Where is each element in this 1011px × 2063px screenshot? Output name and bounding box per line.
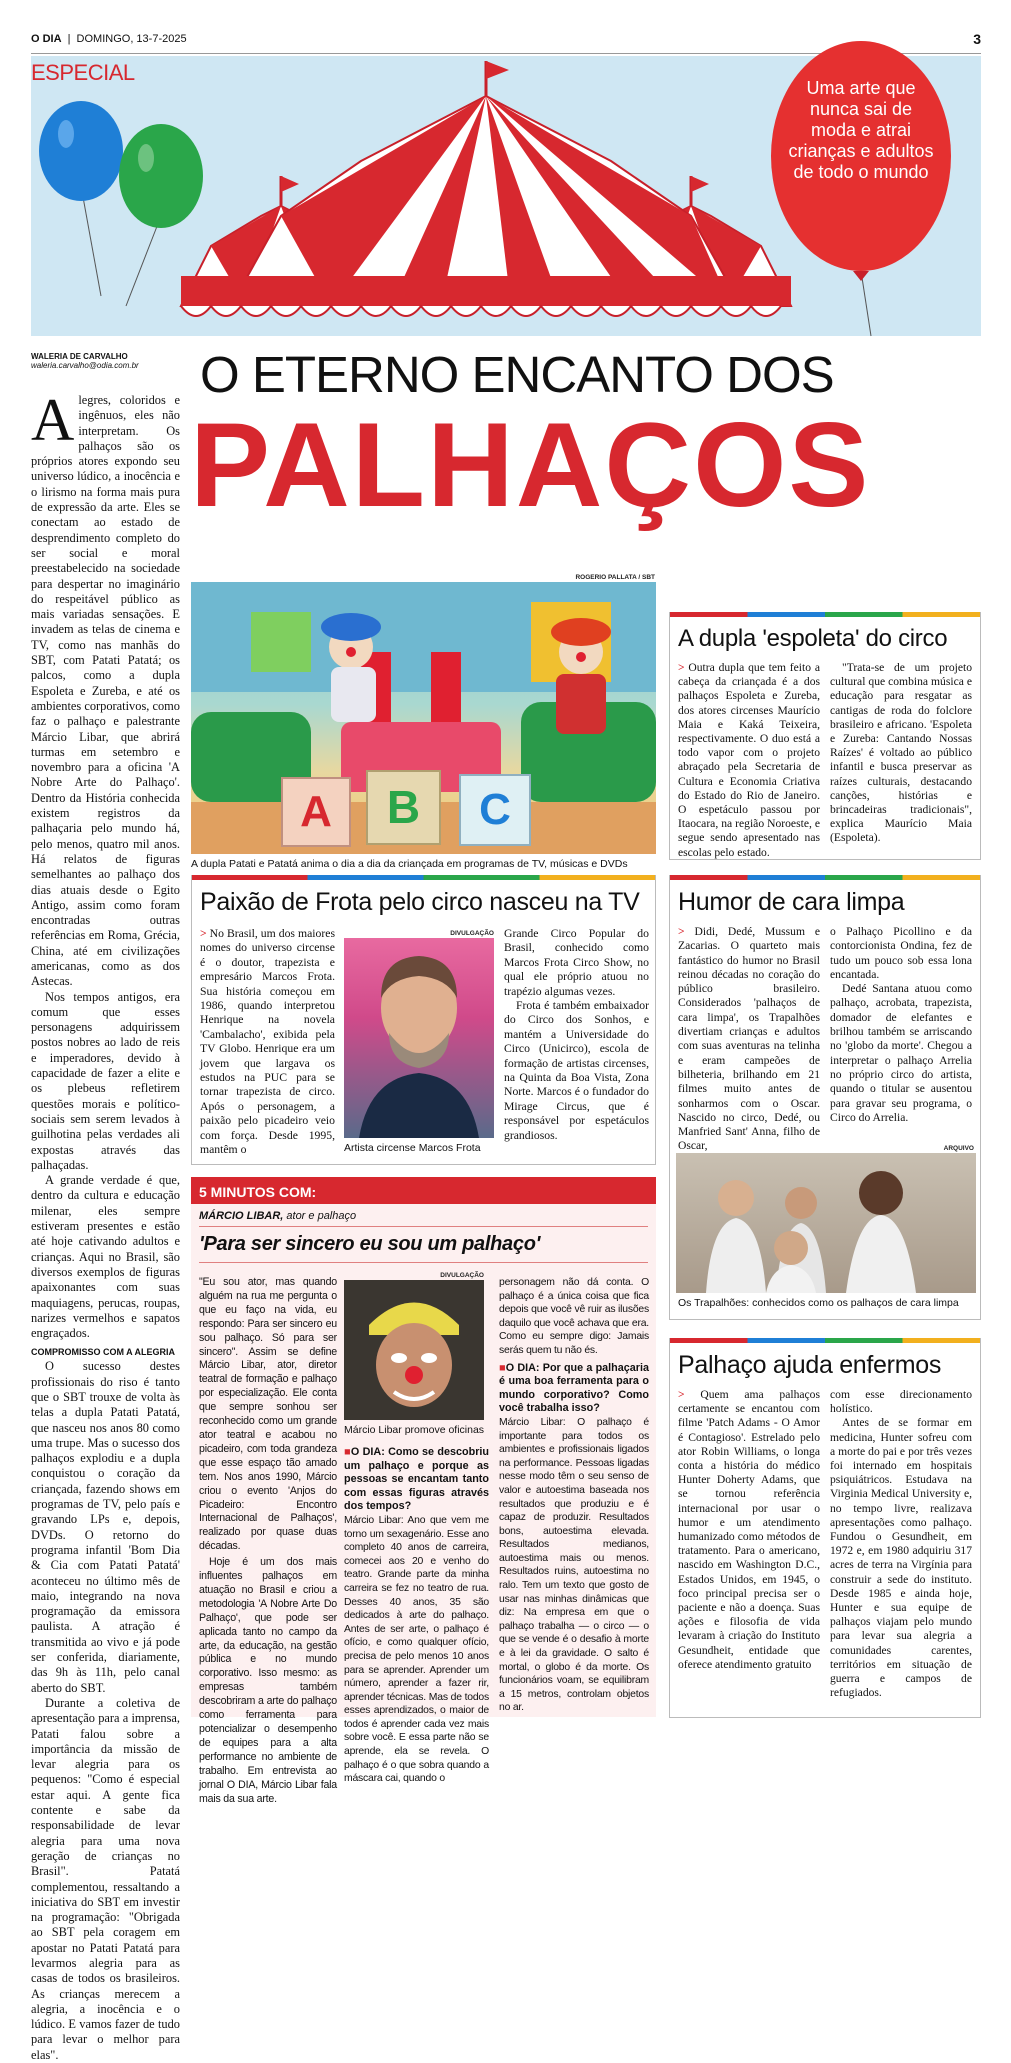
main-photo	[191, 582, 656, 854]
espoleta-col2: "Trata-se de um projeto cultural que combina música e educação para resgatar as cantigas de roda do folclore brasileiro e africano. 'Espoleta e Zureba: Cantando Nossas Raízes' é voltado ao público infantil e busca preservar as raízes culturais, destacando canções, histórias e brincadeiras tradicionais", explica Maurício Maia (Espoleta).	[830, 661, 972, 845]
frota-col2-paragraph-1: Grande Circo Popular do Brasil, conhecido como Marcos Frota Circo Show, no qual ele próprio atuou no trapézio algumas vezes.	[504, 927, 649, 998]
brand: O DIA	[31, 33, 62, 45]
arrow-icon: >	[678, 1388, 701, 1401]
dropcap: A	[31, 387, 75, 453]
frota-col2	[504, 927, 649, 1143]
group-photo-illustration	[676, 1153, 976, 1293]
enfermos-title: Palhaço ajuda enfermos	[678, 1351, 942, 1379]
main-paragraph-1-text: legres, coloridos e ingênuos, eles não interpretam. Os palhaços são os próprios atores expondo seu universo lúdico, a inocência e o lirismo na forma mais pura de expressão da arte. Eles se conectam ao estado de desprendimento completo do ser social e moral preestabelecido na sociedade para despertar no imaginário do respeitável público as mais variadas sensações. E invadem as telas de cinema e TV, como nas manhãs do SBT, com Patati Patatá; os palcos, como a dupla Espoleta e Zureba, e até os ambientes corporativos, como faz o palhaço e palestrante Márcio Libar, que abrirá turmas em setembro e novembro para a oficina 'A Nobre Arte do Palhaço'. Dentro da História conhecida existem registros da palhaçaria pelo mundo há, pelo menos, quatro mil anos. Há relatos de figuras semelhantes ao palhaço dos dias atuais desde o Egito Antigo, assim como foram encontradas outras referências em Roma, Grécia, China, até em civilizações americanas, como as dos Astecas.	[31, 393, 180, 989]
interview-answer-2: Márcio Libar: O palhaço é importante para todos os ambientes e profissionais ligados na performance. Pessoas ligadas nesse modo têm o seu senso de valor e autoestima baseada nos resultados que produziu e é capaz de produzir. Resultados bons, autoestima elevada. Resultados medianos, autoestima mais ou menos. Resultados ruins, autoestima no ralo. Tem um texto que gosto de usar nas minhas dinâmicas que diz: Na empresa em que o palhaço trabalha — o circo — o que se vende é o desafio à morte e à lei da gravidade. O salto é mortal, o globo é da morte. Os funcionários voam, se equilibram a 15 metros, controlam objetos no ar.	[499, 1416, 649, 1714]
enfermos-col2-paragraph-2: Antes de se formar em medicina, Hunter sofreu com a morte do pai e por três vezes foi internado em hospitais psiquiátricos. Estudava na Virginia Medical University e, no tempo livre, realizava apresentações como palhaço. Fundou o Gesundheit, em 1972 e, em 1980 adquiriu 317 acres de terra na Virgínia para construir a sede do instituto. Desde 1985 e ainda hoje, Hunter e sua equipe de palhaços viajam pelo mundo para levar sua alegria a comunidades carentes, territórios em situação de guerra e campos de refugiados.	[830, 1416, 972, 1700]
interview-label: 5 MINUTOS COM:	[191, 1180, 656, 1204]
interview-role: ator e palhaço	[286, 1210, 357, 1222]
humor-columns	[670, 917, 980, 1154]
frota-col1-paragraph	[200, 927, 335, 1158]
interview-caption: Márcio Libar promove oficinas	[344, 1424, 485, 1436]
interview-answer-1: Márcio Libar: Ano que vem me torno um sexagenário. Esse ano completo 40 anos de carreira, comecei aos 20 e venho do teatro. Grande parte da minha carreira se fez no teatro de rua. Desses 40 anos, 35 são dedicados à arte do palhaço. Antes de ser arte, o palhaço é ofício, e como qualquer ofício, precisa de pelo menos 10 anos para se aprender. Aprender um número, aprender a fazer rir, aprender técnicas. Mas de todos esses aprendizados, o maior de todos é aprender cada vez mais sobre você. E essa parte não se aprende, ela se revela. O palhaço é o que sobra quando a máscara cai, quando o	[344, 1514, 489, 1785]
toy-block-c: C	[459, 774, 531, 846]
enfermos-col1	[678, 1388, 820, 1700]
humor-col1	[678, 925, 820, 1154]
byline-email: waleria.carvalho@odia.com.br	[31, 361, 139, 370]
balloon-text: Uma arte que nunca sai de moda e atrai crianças e adultos de todo o mundo	[788, 78, 934, 182]
circus-banner	[31, 56, 981, 336]
humor-photo	[676, 1153, 976, 1293]
interview-rule-2	[199, 1262, 648, 1263]
interview-photo-credit: DIVULGAÇÃO	[440, 1272, 484, 1279]
interview-col1-paragraph-2: Hoje é um dos mais influentes palhaços em atuação no Brasil e criou a metodologia 'A Nobre Arte Do Palhaço', que pode ser aplicada tanto no campo da arte, da educação, na gestão pública e no mundo corporativo. Isso mesmo: as empresas também descobriram a arte do palhaço como ferramenta para potencializar o desempenho de equipes para a alta performance no ambiente de trabalho. Em entrevista ao jornal O DIA, Márcio Libar fala mais da sua arte.	[199, 1556, 337, 1805]
humor-col2	[830, 925, 972, 1154]
byline-author: WALERIA DE CARVALHO	[31, 352, 128, 361]
humor-caption: Os Trapalhões: conhecidos como os palhaços de cara limpa	[678, 1297, 959, 1309]
arrow-icon: >	[200, 927, 210, 940]
headline-line1: O ETERNO ENCANTO DOS	[200, 346, 834, 403]
humor-photo-credit: ARQUIVO	[943, 1145, 974, 1152]
main-paragraph-1	[31, 387, 180, 990]
portrait-illustration	[344, 938, 494, 1138]
page-number: 3	[973, 31, 981, 47]
arrow-icon: >	[678, 925, 695, 938]
interview-question-2-text: O DIA: Por que a palhaçaria é uma boa ferramenta para o mundo corporativo? Como você trabalha isso?	[499, 1361, 649, 1415]
espoleta-col1-text: Outra dupla que tem feito a cabeça da criançada é a dos palhaços Espoleta e Zureba, dos atores circenses Maurício Maia e Kaká Teixeira, respectivamente. O duo está a todo vapor com o projeto abraçado pela Secretaria de Cultura e Economia Criativa do Estado do Rio de Janeiro. O espetáculo passou por Itaocara, na região Noroeste, e segue sendo apresentado nas escolas pelo estado.	[678, 661, 820, 859]
headline-line2: PALHAÇOS	[190, 398, 871, 532]
enfermos-col1-text: Quem ama palhaços certamente se encantou com filme 'Patch Adams - O Amor é Contagioso'. Estrelado pelo ator Robin Williams, o longa conta a história do médico Hunter Doherty Adams, que se tornou referência internacional por usar o humor e um atendimento humanizado como métodos de tratamento. Para o americano, nascido em Washington D.C., Estados Unidos, em 1945, o foco principal precisa ser o paciente e não a doença. Suas ações e filosofia de vida levaram à criação do Instituto Gesundheit, entidade que oferece atendimento gratuito	[678, 1388, 820, 1671]
frota-col1-text: No Brasil, um dos maiores nomes do universo circense é o doutor, trapezista e empresário Marcos Frota. Sua história começou em 1986, quando interpretou Henrique na novela 'Cambalacho', exibida pela TV Globo. Henrique era um jovem que largava os estudos na PUC para se tornar trapezista de circo. Após o personagem, a paixão pelo picadeiro veio com força. Desde 1995, mantêm o	[200, 927, 335, 1157]
frota-caption: Artista circense Marcos Frota	[344, 1142, 481, 1154]
interview-col1	[199, 1276, 337, 1806]
interview-quote: 'Para ser sincero eu sou um palhaço'	[199, 1233, 541, 1255]
main-paragraph-5: Durante a coletiva de apresentação para a imprensa, Patati falou sobre a importância da missão de levar alegria para os pequenos: "Como é especial estar aqui. A gente fica contente e sabe da responsabilidade de levar alegria para uma nova geração de crianças no Brasil". Patatá complementou, ressaltando a iniciativa do SBT em investir na programação: "Obrigada ao SBT pela coragem em apostar no Patati Patatá para levarmos alegria para as casas de todos os brasileiros. As crianças merecem a alegria, a inocência e o lúdico. E vamos fazer de tudo para levar o melhor para elas".	[31, 1695, 180, 2062]
espoleta-col1	[678, 661, 820, 860]
espoleta-title: A dupla 'espoleta' do circo	[678, 625, 948, 652]
main-paragraph-2: Nos tempos antigos, era comum que esses personagens adquirissem postos nobres ao lado de reis e imperadores, devido à capacidade de fazer a elite e os plebeus refletirem questões morais e político-sociais sem serem levados à guilhotina pelas verdades ali expostas através das palhaçadas.	[31, 989, 180, 1172]
espoleta-box	[669, 612, 981, 860]
interview-name: MÁRCIO LIBAR,	[199, 1210, 284, 1222]
toy-block-b: B	[366, 770, 441, 845]
section-label: ESPECIAL	[31, 60, 135, 85]
interview-answer-1-cont: personagem não dá conta. O palhaço é a única coisa que fica depois que você vê ruir as ilusões daquilo que você achava que era. Como eu sempre digo: Jamais serás quem tu não és.	[499, 1277, 649, 1356]
humor-col2-paragraph-1: o Palhaço Picollino e da contorcionista Ondina, fez de tudo um pouco sob essa lona encantada.	[830, 925, 972, 981]
main-subhead: COMPROMISSO COM A ALEGRIA	[31, 1347, 175, 1358]
main-paragraph-3: A grande verdade é que, dentro da cultura e educação milenar, eles sempre estiveram presentes e estão até hoje cativando adultos e crianças. Aqui no Brasil, são diversos exemplos de figuras apaixonantes com suas maquiagens, perucas, roupas, narizes vermelhos e sapatos engraçados.	[31, 1173, 180, 1341]
humor-col1-text: Didi, Dedé, Mussum e Zacarias. O quarteto mais fantástico do humor no Brasil reinou décadas no coração do público brasileiro. Considerados 'palhaços de cara limpa', os Trapalhões divertiam crianças e adultos com suas aventuras na telinha e eram campeões de bilheteria, brilhando em 21 filmes muito antes de sonharmos com o Oscar. Nascido no circo, Dedé, ou Manfried Sant' Anna, filho de Oscar,	[678, 925, 820, 1153]
enfermos-columns	[670, 1380, 980, 1700]
frota-col1	[200, 927, 335, 1158]
main-photo-caption: A dupla Patati e Patatá anima o dia a dia da criançada em programas de TV, músicas e DVDs	[191, 858, 628, 870]
main-article	[31, 387, 180, 2063]
header-separator: |	[67, 33, 71, 45]
frota-photo	[344, 938, 494, 1138]
humor-title: Humor de cara limpa	[678, 888, 905, 916]
toy-block-a: A	[281, 777, 351, 847]
interview-col3	[499, 1276, 649, 1715]
enfermos-box	[669, 1338, 981, 1718]
square-bullet-icon: ■	[499, 1361, 506, 1374]
main-photo-credit: ROGERIO PALLATA / SBT	[575, 574, 655, 581]
interview-box	[191, 1177, 656, 1805]
frota-box	[191, 875, 656, 1165]
main-paragraph-4: O sucesso destes profissionais do riso é tanto que o SBT trouxe de volta às telas a dupla Patati Patatá, que nasceu nos anos 80 como uma trupe. Mas o sucesso dos palhaços explodiu e a dupla conquistou o coração da criançada, fazendo shows em programas de TV, pelo país e gravando LPs e, depois, DVDs. O retorno do programa infantil 'Bom Dia & Cia com Patati Patatá' aconteceu no último mês de maio, integrando na nova programação da emissora paulista. A atração é transmitida ao vivo e já pode ser conferida, diariamente, das 9h às 11h, pelo canal aberto do SBT.	[31, 1359, 180, 1695]
frota-photo-credit: DIVULGAÇÃO	[450, 930, 494, 937]
clown-portrait-illustration	[344, 1280, 484, 1420]
frota-title: Paixão de Frota pelo circo nasceu na TV	[200, 888, 640, 916]
byline	[31, 352, 191, 370]
humor-box	[669, 875, 981, 1320]
interview-question-1	[344, 1446, 489, 1514]
interview-col1-paragraph-1: "Eu sou ator, mas quando alguém na rua me pergunta o que eu faço na vida, eu respondo: Para ser sincero eu sou palhaço. Só para ser sincero". Assim se define Márcio Libar, ator, diretor teatral de formação e palhaço por especialização. Ele conta que sempre sonhou ser reconhecido como um grande ator teatral e acabou no picadeiro, com toda grandeza que esse espaço tão amado tem. Nos anos 1990, Márcio criou o evento 'Anjos do Picadeiro: Encontro Internacional de Palhaços', realizado por quase duas décadas.	[199, 1276, 337, 1553]
arrow-icon: >	[678, 661, 689, 674]
enfermos-col2-paragraph-1: com esse direcionamento holístico.	[830, 1388, 972, 1416]
header-date: DOMINGO, 13-7-2025	[76, 33, 187, 45]
frota-col2-paragraph-2: Frota é também embaixador do Circo dos Sonhos, e mantém a Universidade do Circo (Unicirco), escola de formação de artistas circenses, na Quinta da Boa Vista, Zona Norte. Marcos é o fundador do Mirage Circus, que é responsável por espetáculos grandiosos.	[504, 999, 649, 1142]
interview-photo	[344, 1280, 484, 1420]
interview-question-2	[499, 1362, 649, 1416]
interview-person	[191, 1204, 656, 1222]
enfermos-col2	[830, 1388, 972, 1700]
interview-question-1-text: O DIA: Como se descobriu um palhaço e porque as pessoas se encantam tanto com essas figuras através dos tempos?	[344, 1446, 489, 1513]
interview-col2	[344, 1446, 489, 1786]
square-bullet-icon: ■	[344, 1446, 351, 1458]
humor-col2-paragraph-2: Dedé Santana atuou como palhaço, acrobata, trapezista, domador de elefantes e brilhou também se arriscando no 'globo da morte'. Chegou a interpretar o palhaço Arrelia no próprio circo do artista, quando o titular se ausentou para gravar seu programa, o Circo do Arrelia.	[830, 982, 972, 1124]
espoleta-columns	[670, 653, 980, 860]
